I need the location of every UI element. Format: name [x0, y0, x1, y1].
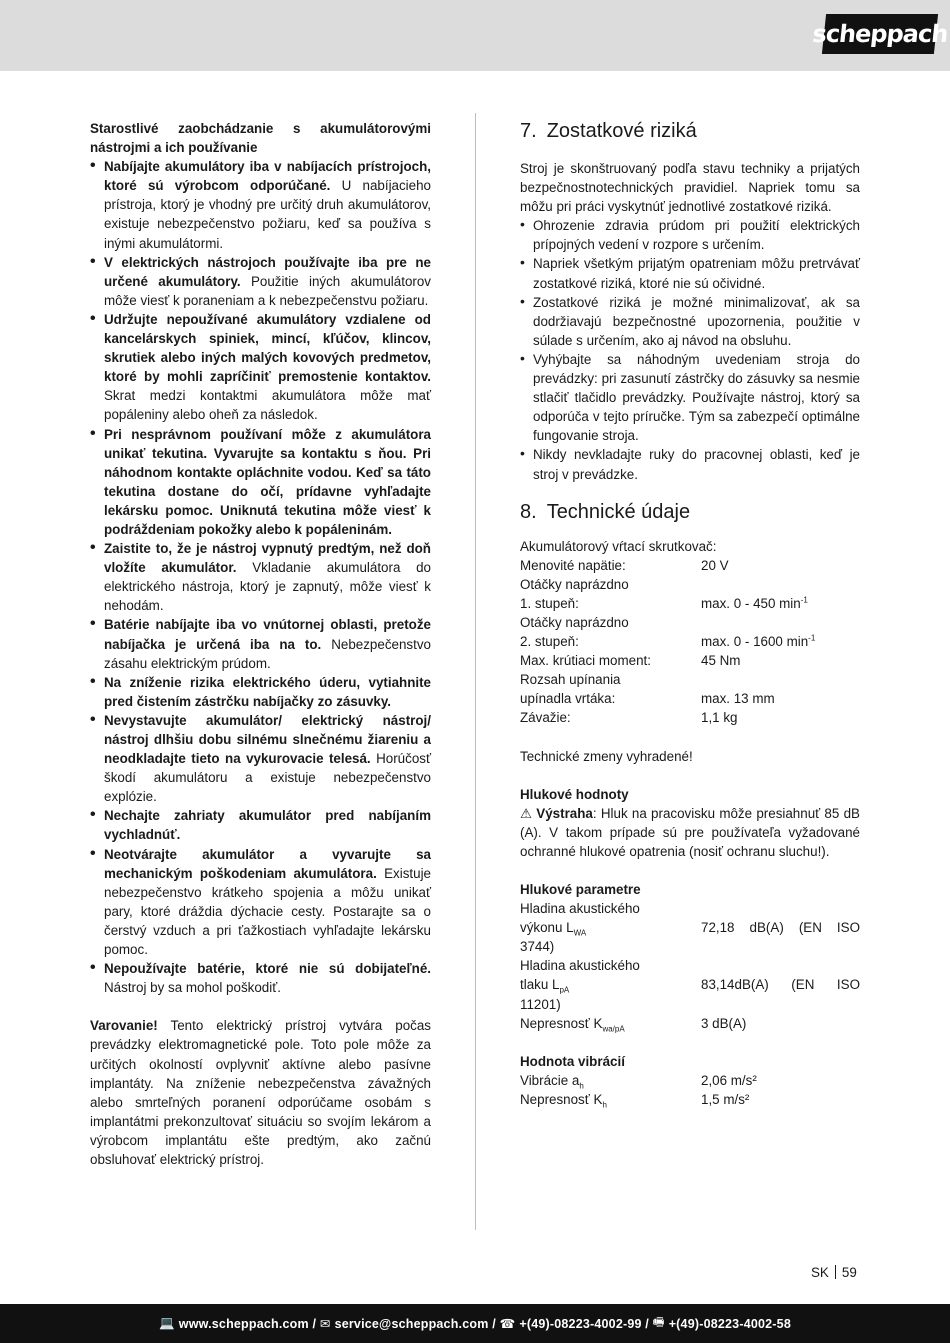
noise-values-title: Hlukové hodnoty: [520, 786, 629, 802]
battery-bullet-list: [90, 157, 431, 997]
list-item: • Nikdy nevkladajte ruky do pracovnej oblasti, keď je stroj v prevádzke.: [520, 445, 860, 483]
column-divider: [475, 113, 476, 1230]
battery-care-title: Starostlivé zaobchádzanie s akumulátorovými nástrojmi a ich používanie: [90, 121, 431, 156]
technical-changes-note: Technické zmeny vyhradené!: [520, 748, 693, 764]
spec-row: Max. krútiaci moment: 45 Nm: [520, 653, 741, 669]
section-7-heading: 7. Zostatkové riziká: [520, 120, 697, 142]
mail-icon: ✉: [319, 1317, 331, 1331]
list-item: • Napriek všetkým prijatým opatreniam môžu pretrvávať zostatkové riziká, ktoré nie sú očividné.: [520, 254, 860, 292]
device-name: Akumulátorový vŕtací skrutkovač:: [520, 538, 717, 554]
section-7-intro: Stroj je skonštruovaný podľa stavu techniky a prijatých bezpečnostnotechnických pravidiel. Napriek tomu sa môžu pri práci vyskytnúť jednotlivé zostatkové riziká.: [520, 161, 860, 215]
fax-icon: 🖷: [652, 1315, 665, 1329]
list-item: • Pri nesprávnom používaní môže z akumulátora unikať tekutina. Vyvarujte sa kontaktu s ňou. Pri náhodnom kontakte opláchnite vodou. Keď sa táto tekutina dostane do očí, prídavne vyhľadajte lekársku pomoc. Uniknutá tekutina môže viesť k podráždeniam pokožky alebo k popáleninám.: [90, 425, 431, 540]
spec-row: tlaku $L_{pA}$ 83,14dB(A) (EN ISO: [520, 977, 860, 996]
spec-row: výkonu $L_{WA}$ 72,18 dB(A) (EN ISO: [520, 920, 860, 938]
phone-icon: ☎: [499, 1317, 516, 1331]
noise-warning: ⚠ Výstraha: Hluk na pracovisku môže presiahnuť 85 dB (A). V takom prípade sú pre používateľa vyžadované ochranné hlukové opatrenia (nosiť ochranu sluchu!).: [520, 805, 860, 859]
spec-label-idle: Otáčky naprázdno: [520, 614, 629, 630]
spec-row: 1. stupeň: max. 0 - 450 $\min^{-1}$: [520, 595, 808, 611]
list-item: • Nevystavujte akumulátor/ elektrický nástroj/ nástroj dlhšiu dobu silnému slnečnému žiareniu a neodkladajte tieto na vykurovacie telesá. Horúčosť škodí akumulátoru a existuje nebezpečenstvo explózie.: [90, 711, 431, 806]
footer-email[interactable]: service@scheppach.com /: [334, 1316, 496, 1331]
warning-triangle-icon: ⚠: [520, 805, 533, 821]
right-column: [520, 119, 860, 1109]
page-number: SK 59: [811, 1265, 857, 1280]
page-separator: [835, 1265, 836, 1279]
spec-label-idle: Otáčky naprázdno: [520, 576, 629, 592]
list-item: • Batérie nabíjajte iba vo vnútornej oblasti, pretože nabíjačka je určená iba na to. Nebezpečenstvo zásahu elektrickým prúdom.: [90, 615, 431, 672]
emf-warning-paragraph: Varovanie! Tento elektrický prístroj vytvára počas prevádzky elektromagnetické pole. Toto pole môže za určitých okolností ovplyvniť aktívne alebo pasívne implantáty. Na zníženie nebezpečenstva závažných alebo smrteľných poranení odporúčame osobám s implantátmi prekonzultovať situáciu so svojím lekárom a výrobcom implantátu ešte predtým, ako začnú obsluhovať elektrický prístroj.: [90, 1018, 431, 1167]
list-item: • Neotvárajte akumulátor a vyvarujte sa mechanickým poškodeniam akumulátora. Existuje nebezpečenstvo krátkeho spojenia a môžu unikať pary, ktoré dráždia dýchacie cesty. Postarajte sa o čerstvý vzduch a pri ťažkostiach vyhľadajte lekársku pomoc.: [90, 845, 431, 960]
list-item: • Nabíjajte akumulátory iba v nabíjacích prístrojoch, ktoré sú výrobcom odporúčané. U nabíjacieho prístroja, ktorý je vhodný pre určitý druh akumulátorov, existuje nebezpečenstvo požiaru, keď sa používa s inými akumulátormi.: [90, 157, 431, 252]
spec-row: 2. stupeň: max. 0 - 1600 $\min^{-1}$: [520, 633, 816, 650]
noise-params-title: Hlukové parametre: [520, 882, 641, 897]
header-band: [0, 0, 950, 71]
spacer: [520, 728, 860, 747]
lpa-label: Hladina akustického: [520, 958, 640, 974]
list-item: • Ohrozenie zdravia prúdom pri použití elektrických prípojných vedení v rozpore s určením.: [520, 216, 860, 254]
spec-label-chuck: Rozsah upínania: [520, 672, 621, 688]
vibration-title: Hodnota vibrácií: [520, 1053, 625, 1069]
spacer: [90, 997, 431, 1016]
spacer: [520, 766, 860, 785]
lwa-standard: 3744): [520, 939, 555, 955]
spec-row: Menovité napätie: 20 V: [520, 557, 729, 573]
footer-web[interactable]: www.scheppach.com /: [178, 1316, 317, 1331]
spec-row: Nepresnosť $K_{wa/pA}$ 3 dB(A): [520, 1015, 747, 1034]
list-item: • Zostatkové riziká je možné minimalizovať, ak sa dodržiavajú bezpečnostné upozornenia, použitie v súlade s určením, ako aj návod na obsluhu.: [520, 293, 860, 350]
lpa-standard: 11201): [520, 996, 561, 1012]
spec-row: Nepresnosť $K_h$ 1,5 m/s²: [520, 1091, 750, 1110]
residual-risk-list: [520, 216, 860, 483]
spacer: [520, 1033, 860, 1052]
footer-bar: [0, 1304, 950, 1343]
list-item: • Nepoužívajte batérie, ktoré nie sú dobijateľné. Nástroj by sa mohol poškodiť.: [90, 959, 431, 997]
footer-fax: +(49)-08223-4002-58: [668, 1316, 791, 1331]
scheppach-logo: scheppach: [822, 14, 938, 54]
spec-row: Závažie: 1,1 kg: [520, 710, 738, 726]
spacer: [520, 861, 860, 880]
left-column: [90, 119, 431, 1169]
list-item: • Vyhýbajte sa náhodným uvedeniam stroja do prevádzky: pri zasunutí zástrčky do zásuvky sa nesmie stlačiť tlačidlo prevádzky. Používajte nástroj, ktorý sa odporúča v tejto príručke. Tým sa zabezpečí optimálne fungovanie stroja.: [520, 350, 860, 445]
spec-row: upínadla vrtáka: max. 13 mm: [520, 691, 775, 707]
footer-phone: +(49)-08223-4002-99 /: [519, 1316, 649, 1331]
list-item: • Na zníženie rizika elektrického úderu, vytiahnite pred čistením zástrčku nabíjačky zo zásuvky.: [90, 673, 431, 711]
computer-icon: 💻: [159, 1316, 175, 1330]
lwa-label: Hladina akustického: [520, 901, 640, 917]
list-item: • Nechajte zahriaty akumulátor pred nabíjaním vychladnúť.: [90, 806, 431, 844]
list-item: • V elektrických nástrojoch používajte iba pre ne určené akumulátory. Použitie iných akumulátorov môže viesť k poraneniam a k nebezpečenstvu požiaru.: [90, 253, 431, 310]
list-item: • Udržujte nepoužívané akumulátory vzdialene od kancelárskych spiniek, mincí, kľúčov, klincov, skrutiek alebo iných malých kovových predmetov, ktoré by mohli zapríčiniť premostenie kontaktov. Skrat medzi kontaktmi akumulátora môže mať popáleniny alebo oheň za následok.: [90, 310, 431, 425]
list-item: • Zaistite to, že je nástroj vypnutý predtým, než doň vložíte akumulátor. Vkladanie akumulátora do elektrického nástroja, ktorý je zapnutý, môže viesť k nehodám.: [90, 539, 431, 615]
section-8-heading: 8. Technické údaje: [520, 500, 691, 523]
spec-row: Vibrácie $a_h$ 2,06 m/s²: [520, 1072, 757, 1091]
